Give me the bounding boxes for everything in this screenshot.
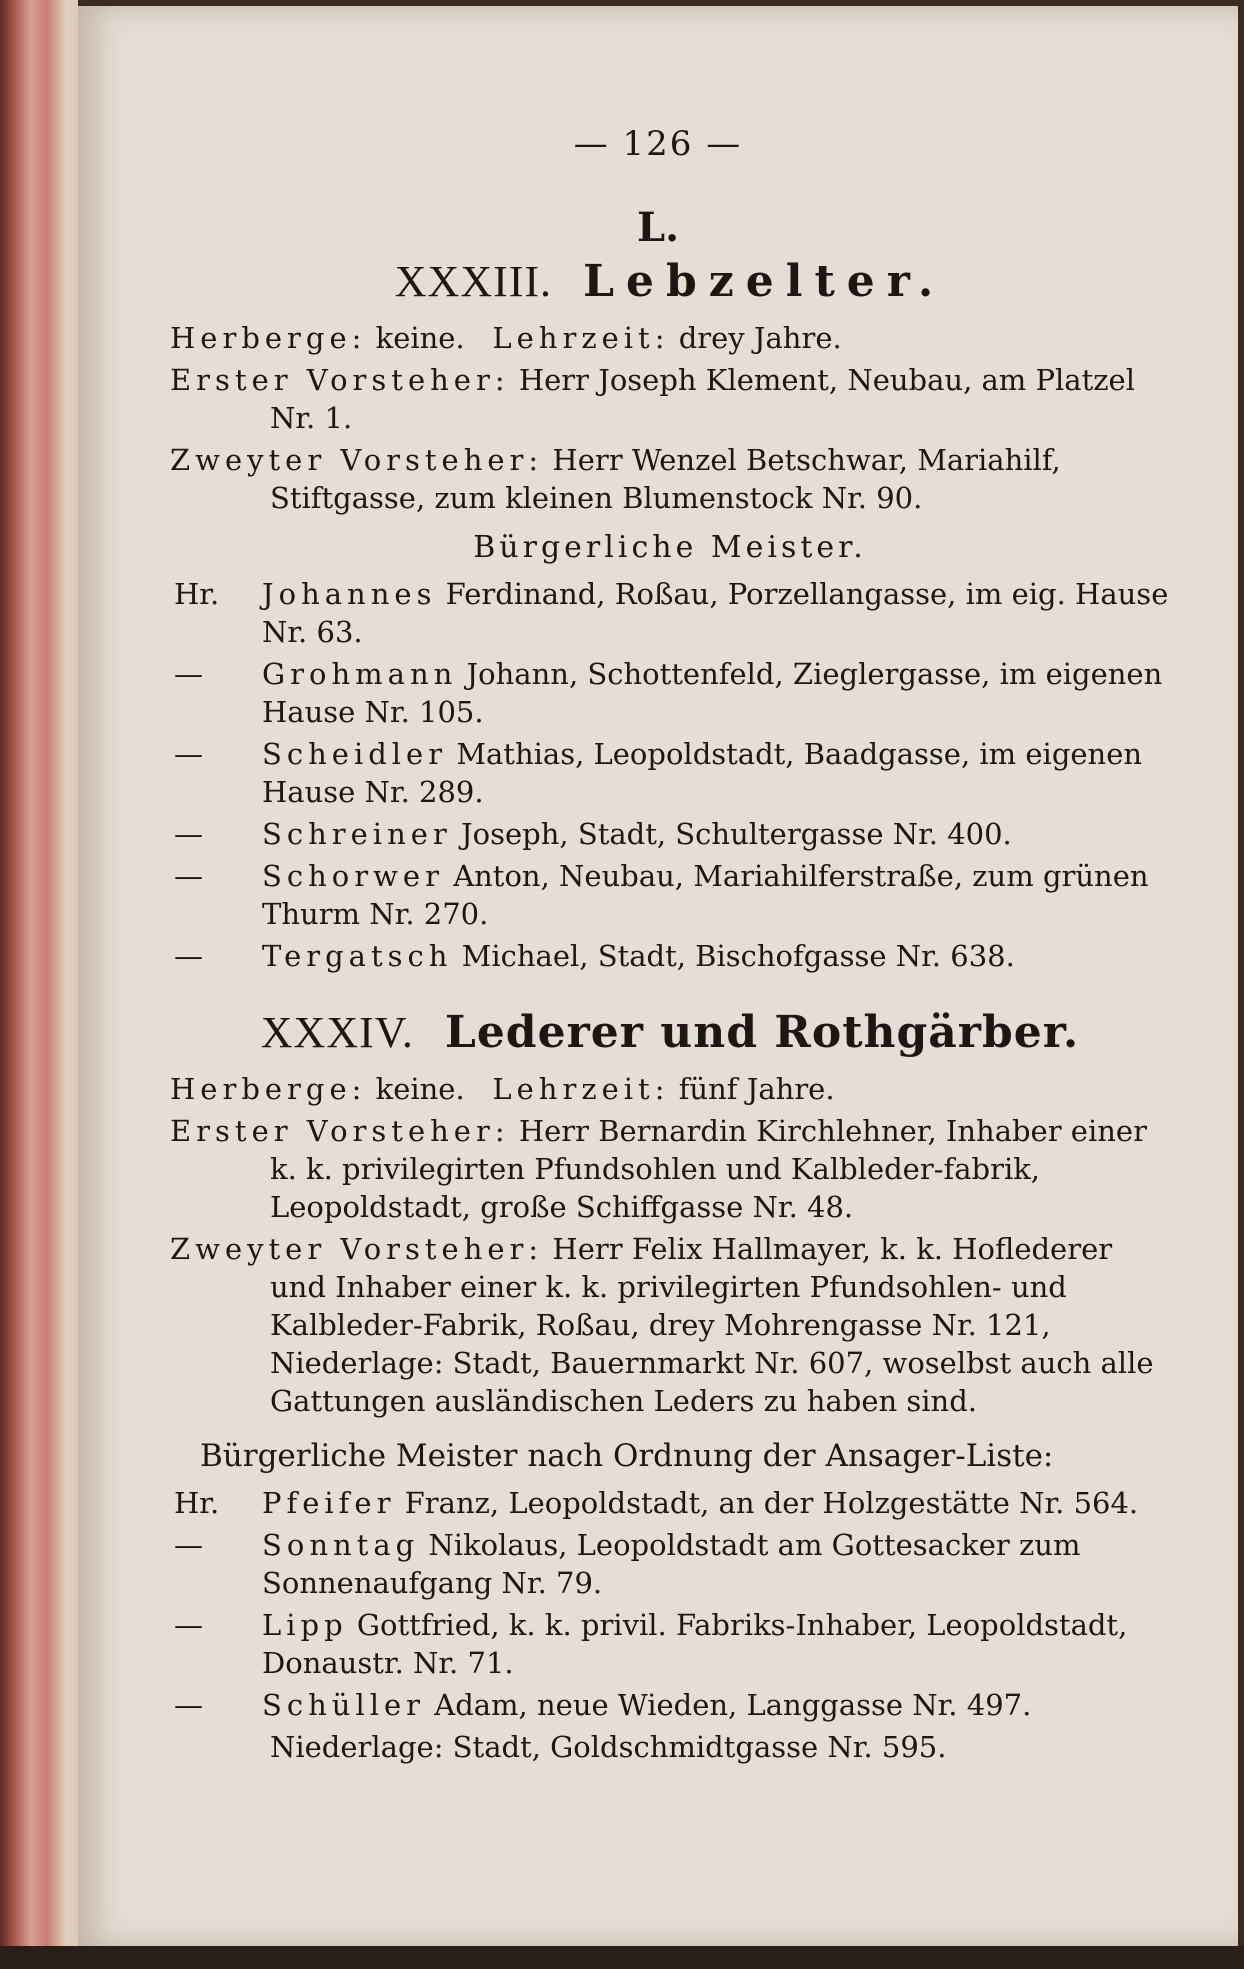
first-chair-label: Erster Vorsteher: [170, 363, 510, 397]
master-entry [170, 857, 1170, 933]
lehrzeit-label: Lehrzeit: [492, 1072, 670, 1106]
master-prefix: — [174, 1528, 203, 1562]
master-prefix: Hr. [174, 577, 220, 611]
master-name: Scheidler [262, 737, 448, 771]
book-spine-edge [0, 0, 78, 1969]
letter-heading: L. [636, 204, 680, 251]
master-entry [170, 937, 1170, 975]
herberge-value: keine. [375, 1072, 465, 1106]
master-text: Franz, Leopoldstadt, an der Holzgestätte Nr. 564. [404, 1486, 1139, 1520]
lehrzeit-label: Lehrzeit: [492, 321, 670, 355]
master-entry [170, 735, 1170, 811]
first-chair-text: Herr Bernardin Kirchlehner, Inhaber einer k. k. privilegirten Pfundsohlen und Kalbleder-fabrik, Leopoldstadt, große Schiffgasse Nr. 48. [270, 1114, 1147, 1224]
master-text: Mathias, Leopoldstadt, Baadgasse, im eigenen Hause Nr. 289. [262, 737, 1143, 809]
master-prefix: — [174, 1688, 203, 1722]
second-chair-text: Herr Felix Hallmayer, k. k. Hoflederer und Inhaber einer k. k. privilegirten Pfundsohlen- und Kalbleder-Fabrik, Roßau, drey Mohrengasse Nr. 121, Niederlage: Stadt, Bauernmarkt Nr. 607, woselbst auch alle Gattungen ausländischen Leders zu haben sind. [270, 1232, 1154, 1418]
master-text: Michael, Stadt, Bischofgasse Nr. 638. [461, 939, 1015, 973]
master-name: Johannes [262, 577, 437, 611]
page-number: — 126 — [573, 124, 743, 164]
herberge-label: Herberge: [170, 321, 367, 355]
niederlage-line: Niederlage: Stadt, Goldschmidtgasse Nr. 595. [270, 1730, 947, 1764]
master-entry [170, 1484, 1170, 1522]
master-entry [170, 655, 1170, 731]
section-title: Lederer und Rothgärber. [444, 1007, 1080, 1058]
master-text: Gottfried, k. k. privil. Fabriks-Inhaber, Leopoldstadt, Donaustr. Nr. 71. [262, 1608, 1128, 1680]
master-name: Schorwer [262, 859, 444, 893]
second-chair-text: Herr Wenzel Betschwar, Mariahilf, Stiftgasse, zum kleinen Blumenstock Nr. 90. [270, 443, 1061, 515]
master-prefix: — [174, 939, 203, 973]
master-name: Schüller [262, 1688, 426, 1722]
master-entry [170, 1526, 1170, 1602]
section-number: XXXIV. [260, 1008, 414, 1057]
second-chair-label: Zweyter Vorsteher: [170, 1232, 544, 1266]
book-bottom-edge [0, 1946, 1244, 1969]
first-chair-label: Erster Vorsteher: [170, 1114, 510, 1148]
master-name: Grohmann [262, 657, 458, 691]
master-name: Sonntag [262, 1528, 420, 1562]
herberge-lehrzeit-line [170, 319, 1170, 357]
master-name: Lipp [262, 1608, 348, 1642]
herberge-label: Herberge: [170, 1072, 367, 1106]
section-gap [170, 979, 1170, 1007]
master-prefix: — [174, 859, 203, 893]
master-prefix: Hr. [174, 1486, 220, 1520]
section-number: XXXIII. [394, 257, 553, 306]
master-entry [170, 815, 1170, 853]
section-heading-lebzelter [170, 256, 1170, 307]
master-name: Pfeifer [262, 1486, 396, 1520]
page-content [170, 256, 1170, 1766]
lehrzeit-value: drey Jahre. [678, 321, 842, 355]
second-chair-entry [170, 441, 1170, 517]
herberge-lehrzeit-line [170, 1070, 1170, 1108]
book-page [78, 6, 1238, 1946]
master-prefix: — [174, 1608, 203, 1642]
master-text: Anton, Neubau, Mariahilferstraße, zum grünen Thurm Nr. 270. [262, 859, 1149, 931]
masters-subheading: Bürgerliche Meister nach Ordnung der Ansager-Liste: [200, 1438, 1054, 1474]
herberge-value: keine. [375, 321, 465, 355]
master-entry [170, 1606, 1170, 1682]
master-text: Nikolaus, Leopoldstadt am Gottesacker zum Sonnenaufgang Nr. 79. [262, 1528, 1081, 1600]
master-text: Joseph, Stadt, Schultergasse Nr. 400. [461, 817, 1012, 851]
master-name: Schreiner [262, 817, 452, 851]
master-text: Adam, neue Wieden, Langgasse Nr. 497. [434, 1688, 1032, 1722]
master-prefix: — [174, 737, 203, 771]
first-chair-entry [170, 361, 1170, 437]
masters-subheading: Bürgerliche Meister. [473, 530, 867, 565]
master-prefix: — [174, 817, 203, 851]
lehrzeit-value: fünf Jahre. [678, 1072, 835, 1106]
master-text: Ferdinand, Roßau, Porzellangasse, im eig. Hause Nr. 63. [262, 577, 1169, 649]
master-name: Tergatsch [262, 939, 453, 973]
first-chair-entry [170, 1112, 1170, 1226]
section-heading-lederer [170, 1007, 1170, 1058]
master-text: Johann, Schottenfeld, Zieglergasse, im eigenen Hause Nr. 105. [262, 657, 1163, 729]
master-entry [170, 575, 1170, 651]
second-chair-label: Zweyter Vorsteher: [170, 443, 544, 477]
first-chair-text: Herr Joseph Klement, Neubau, am Platzel Nr. 1. [270, 363, 1135, 435]
master-entry [170, 1686, 1170, 1724]
second-chair-entry [170, 1230, 1170, 1420]
master-prefix: — [174, 657, 203, 691]
section-title: Lebzelter. [583, 256, 946, 307]
